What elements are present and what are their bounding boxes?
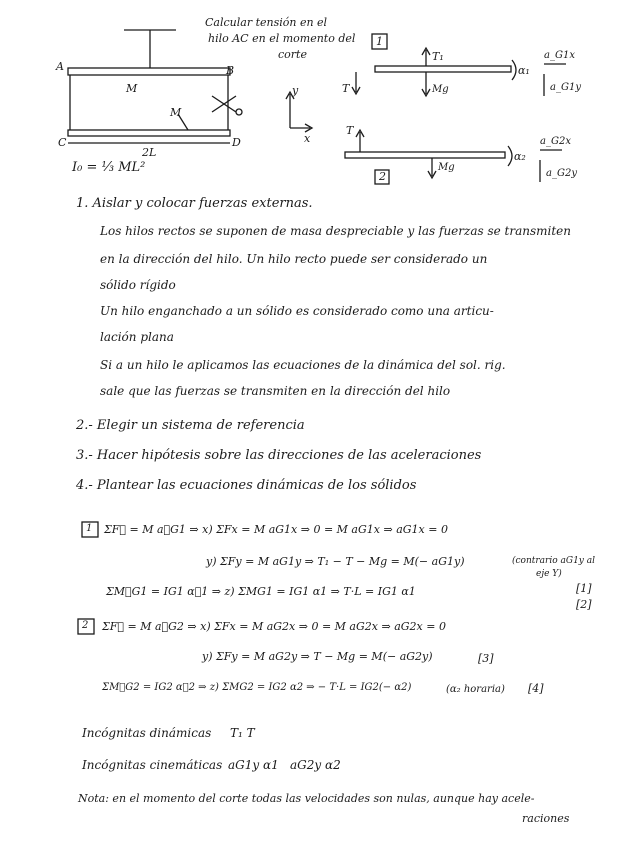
- axis-y-label: y: [292, 84, 299, 97]
- eq1-tag1: [1]: [576, 582, 592, 595]
- eq1-moment: ΣM⃗G1 = IG1 α⃗1 ⇒ z) ΣMG1 = IG1 α1 ⇒ T·L = IG1 α1: [106, 585, 416, 598]
- step1-p3-line1: Si a un hilo le aplicamos las ecuaciones de la dinámica del sol. rig.: [100, 358, 506, 372]
- eq1-main: ΣF⃗ = M a⃗G1 ⇒ x) ΣFx = M aG1x ⇒ 0 = M aG1x ⇒ aG1x = 0: [104, 523, 448, 536]
- fbd1-bar: [375, 66, 511, 72]
- unknowns-kinematic-values-2: aG2y α2: [290, 758, 341, 772]
- fbd2-t-label: T: [346, 124, 354, 137]
- figure-note-line2: hilo AC en el momento del: [208, 32, 356, 45]
- fbd1-t1-label: T₁: [432, 50, 444, 63]
- eq-box-1-label: 1: [86, 523, 93, 534]
- step1-p1-line3: sólido rígido: [100, 278, 176, 292]
- fbd2-ay-label: a_G2y: [546, 168, 577, 179]
- step1-title: 1. Aislar y colocar fuerzas externas.: [76, 196, 313, 211]
- eq2-tag3: [3]: [478, 652, 494, 665]
- step1-p1-line1: Los hilos rectos se suponen de masa despreciable y las fuerzas se transmiten: [100, 224, 572, 238]
- step2: 2.- Elegir un sistema de referencia: [76, 418, 305, 433]
- eq2-moment: ΣM⃗G2 = IG2 α⃗2 ⇒ z) ΣMG2 = IG2 α2 ⇒ − T·L = IG2(− α2): [102, 682, 412, 693]
- step1-p2-line1: Un hilo enganchado a un sólido es considerado como una articu-: [100, 304, 494, 318]
- eq2-main: ΣF⃗ = M a⃗G2 ⇒ x) ΣFx = M aG2x ⇒ 0 = M aG2x ⇒ aG2x = 0: [102, 620, 446, 633]
- fbd1-alpha-arc: [512, 60, 516, 80]
- eq1-y: y) ΣFy = M aG1y ⇒ T₁ − T − Mg = M(− aG1y): [206, 555, 465, 568]
- fbd2-mg-label: Mg: [438, 162, 455, 173]
- label-m-top: M: [126, 82, 138, 95]
- fbd1-ay-label: a_G1y: [550, 82, 581, 93]
- eq2-y: y) ΣFy = M aG2y ⇒ T − Mg = M(− aG2y): [202, 650, 433, 663]
- fbd2-alpha-arc: [508, 146, 512, 166]
- bar-ab: [68, 68, 230, 75]
- step1-p2-line2: lación plana: [100, 330, 174, 344]
- axis-x-label: x: [304, 132, 311, 145]
- fbd2-ax-label: a_G2x: [540, 136, 571, 147]
- figure-note-line1: Calcular tensión en el: [205, 16, 328, 29]
- note-line1: Nota: en el momento del corte todas las velocidades son nulas, aunque hay acele-: [78, 792, 535, 805]
- fbd1-alpha-label: α₁: [518, 64, 530, 77]
- fbd1-box-label: 1: [376, 35, 383, 48]
- eq1-tag2: [2]: [576, 598, 592, 611]
- unknowns-kinematic-values-1: aG1y α1: [228, 758, 279, 772]
- label-c: C: [58, 136, 67, 149]
- eq-box-2-label: 2: [82, 620, 89, 631]
- bar-cd: [68, 130, 230, 136]
- fbd1-t-label: T: [342, 82, 350, 95]
- label-a: A: [56, 60, 64, 73]
- eq1-note-line2: eje Y): [536, 569, 562, 579]
- step1-p1-line2: en la dirección del hilo. Un hilo recto puede ser considerado un: [100, 252, 488, 266]
- unknowns-kinematic-label: Incógnitas cinemáticas: [82, 758, 223, 772]
- fbd1-mg-label: Mg: [432, 84, 449, 95]
- label-b: B: [226, 64, 235, 77]
- note-line2: raciones: [522, 812, 570, 825]
- step3: 3.- Hacer hipótesis sobre las direcciones de las aceleraciones: [76, 448, 482, 463]
- label-d: D: [232, 136, 241, 149]
- inertia-formula: I₀ = ⅓ ML²: [72, 160, 146, 175]
- label-m-bottom: M: [170, 106, 182, 119]
- fbd1-ax-label: a_G1x: [544, 50, 575, 61]
- eq2-tag4: [4]: [528, 682, 544, 695]
- step1-p3-line2: sale que las fuerzas se transmiten en la dirección del hilo: [100, 384, 451, 398]
- eq2-note: (α₂ horaria): [446, 684, 505, 695]
- eq1-note-line1: (contrario aG1y al: [512, 556, 595, 566]
- label-2l: 2L: [142, 146, 157, 159]
- step4: 4.- Plantear las ecuaciones dinámicas de los sólidos: [76, 478, 417, 493]
- unknowns-dynamic-values: T₁ T: [230, 726, 255, 740]
- unknowns-dynamic-label: Incógnitas dinámicas: [82, 726, 212, 740]
- fbd2-box-label: 2: [379, 170, 386, 183]
- fbd2-alpha-label: α₂: [514, 150, 526, 163]
- fbd2-bar: [345, 152, 505, 158]
- figure-note-line3: corte: [278, 48, 307, 61]
